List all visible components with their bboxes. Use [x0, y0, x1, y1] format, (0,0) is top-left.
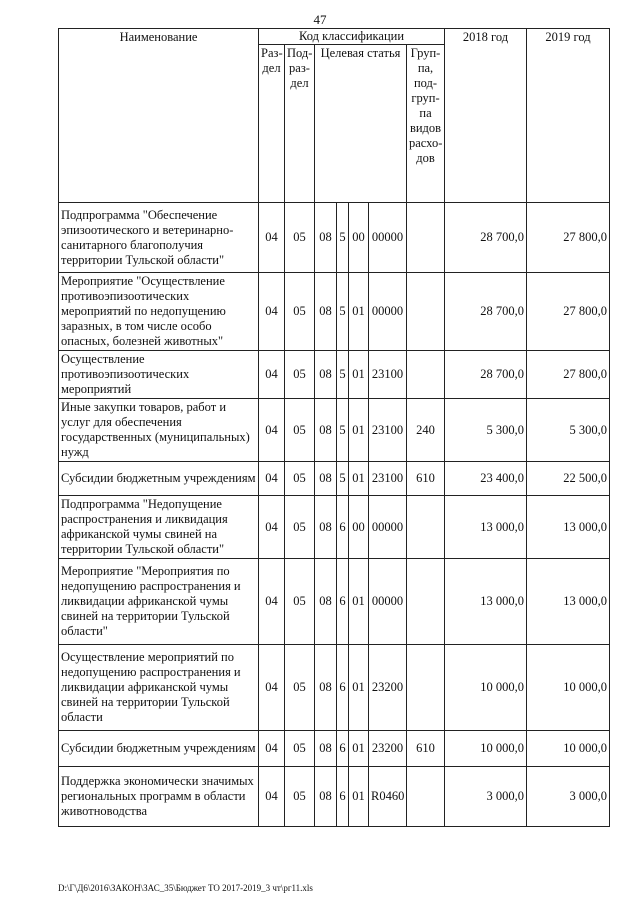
row-target-program: 08 — [315, 203, 337, 273]
row-target-event: 01 — [349, 559, 369, 645]
row-target-program: 08 — [315, 351, 337, 399]
row-amount-2019: 10 000,0 — [527, 645, 610, 731]
row-target-program: 08 — [315, 731, 337, 767]
row-expense-group: 240 — [407, 399, 445, 462]
row-section: 04 — [259, 767, 285, 827]
row-target-program: 08 — [315, 559, 337, 645]
table-body — [59, 203, 610, 827]
row-target-event: 01 — [349, 399, 369, 462]
row-target-direction: 00000 — [369, 496, 407, 559]
row-target-program: 08 — [315, 767, 337, 827]
table-row — [59, 559, 610, 645]
row-expense-group — [407, 273, 445, 351]
row-name: Подпрограмма "Обеспечение эпизоотического и ветеринарно-санитарного благополучия территории Тульской области" — [59, 203, 259, 273]
file-path-footer: D:\Г\Д6\2016\ЗАКОН\ЗАС_35\Бюджет ТО 2017-2019_3 чт\рг11.xls — [58, 883, 313, 893]
row-target-subprogram: 6 — [337, 559, 349, 645]
table-row — [59, 767, 610, 827]
row-target-event: 01 — [349, 351, 369, 399]
row-amount-2018: 10 000,0 — [445, 645, 527, 731]
table-row — [59, 351, 610, 399]
row-section: 04 — [259, 731, 285, 767]
table-header — [59, 29, 610, 203]
row-section: 04 — [259, 496, 285, 559]
row-amount-2018: 23 400,0 — [445, 462, 527, 496]
header-subsection: Под- раз- дел — [285, 45, 315, 203]
header-2018: 2018 год — [445, 29, 527, 203]
row-target-event: 01 — [349, 731, 369, 767]
row-target-event: 00 — [349, 203, 369, 273]
row-section: 04 — [259, 351, 285, 399]
table-row — [59, 462, 610, 496]
row-expense-group — [407, 767, 445, 827]
row-amount-2019: 22 500,0 — [527, 462, 610, 496]
row-amount-2019: 10 000,0 — [527, 731, 610, 767]
row-target-direction: 23200 — [369, 645, 407, 731]
row-amount-2018: 28 700,0 — [445, 351, 527, 399]
table-row — [59, 731, 610, 767]
row-expense-group — [407, 559, 445, 645]
row-amount-2019: 27 800,0 — [527, 351, 610, 399]
table-row — [59, 273, 610, 351]
row-section: 04 — [259, 559, 285, 645]
header-target-article: Целевая статья — [315, 45, 407, 203]
row-section: 04 — [259, 203, 285, 273]
row-name: Осуществление мероприятий по недопущению распространения и ликвидации африканской чумы свиней на территории Тульской области — [59, 645, 259, 731]
row-section: 04 — [259, 645, 285, 731]
row-target-program: 08 — [315, 496, 337, 559]
page-number: 47 — [313, 12, 327, 27]
row-target-direction: R0460 — [369, 767, 407, 827]
row-target-subprogram: 6 — [337, 645, 349, 731]
row-target-program: 08 — [315, 462, 337, 496]
row-subsection: 05 — [285, 645, 315, 731]
row-target-direction: 23100 — [369, 399, 407, 462]
row-subsection: 05 — [285, 496, 315, 559]
header-expense-group: Груп- па, под- груп- па видов расхо- дов — [407, 45, 445, 203]
row-target-direction: 23100 — [369, 462, 407, 496]
row-name: Мероприятие "Мероприятия по недопущению распространения и ликвидации африканской чумы свиней на территории Тульской области" — [59, 559, 259, 645]
row-amount-2018: 13 000,0 — [445, 559, 527, 645]
table-row — [59, 399, 610, 462]
row-name: Субсидии бюджетным учреждениям — [59, 731, 259, 767]
row-name: Мероприятие "Осуществление противоэпизоотических мероприятий по недопущению заразных, в том числе особо опасных, болезней животных" — [59, 273, 259, 351]
row-target-direction: 00000 — [369, 559, 407, 645]
table-row — [59, 496, 610, 559]
row-target-event: 01 — [349, 273, 369, 351]
header-code-group: Код классификации — [259, 29, 445, 45]
row-target-direction: 00000 — [369, 273, 407, 351]
row-target-event: 01 — [349, 462, 369, 496]
row-section: 04 — [259, 462, 285, 496]
row-target-subprogram: 5 — [337, 399, 349, 462]
row-name: Подпрограмма "Недопущение распространения и ликвидация африканской чумы свиней на территории Тульской области" — [59, 496, 259, 559]
table-row — [59, 645, 610, 731]
header-2019: 2019 год — [527, 29, 610, 203]
row-expense-group — [407, 203, 445, 273]
row-section: 04 — [259, 273, 285, 351]
row-amount-2019: 27 800,0 — [527, 273, 610, 351]
row-subsection: 05 — [285, 767, 315, 827]
row-target-program: 08 — [315, 273, 337, 351]
row-target-subprogram: 6 — [337, 767, 349, 827]
row-name: Поддержка экономически значимых региональных программ в области животноводства — [59, 767, 259, 827]
row-amount-2018: 28 700,0 — [445, 203, 527, 273]
row-target-event: 01 — [349, 767, 369, 827]
row-target-direction: 23100 — [369, 351, 407, 399]
row-target-subprogram: 5 — [337, 351, 349, 399]
row-amount-2019: 27 800,0 — [527, 203, 610, 273]
row-amount-2018: 13 000,0 — [445, 496, 527, 559]
table-row — [59, 203, 610, 273]
row-amount-2018: 10 000,0 — [445, 731, 527, 767]
row-target-subprogram: 5 — [337, 273, 349, 351]
row-target-program: 08 — [315, 399, 337, 462]
row-section: 04 — [259, 399, 285, 462]
row-target-event: 01 — [349, 645, 369, 731]
row-name: Субсидии бюджетным учреждениям — [59, 462, 259, 496]
budget-table — [58, 28, 610, 827]
header-section: Раз- дел — [259, 45, 285, 203]
row-amount-2018: 5 300,0 — [445, 399, 527, 462]
row-target-subprogram: 5 — [337, 462, 349, 496]
row-expense-group — [407, 645, 445, 731]
row-amount-2019: 5 300,0 — [527, 399, 610, 462]
row-subsection: 05 — [285, 273, 315, 351]
row-expense-group — [407, 351, 445, 399]
row-subsection: 05 — [285, 351, 315, 399]
row-target-program: 08 — [315, 645, 337, 731]
row-expense-group: 610 — [407, 731, 445, 767]
row-subsection: 05 — [285, 462, 315, 496]
row-subsection: 05 — [285, 559, 315, 645]
row-subsection: 05 — [285, 399, 315, 462]
row-amount-2019: 13 000,0 — [527, 496, 610, 559]
row-amount-2019: 3 000,0 — [527, 767, 610, 827]
row-expense-group: 610 — [407, 462, 445, 496]
row-expense-group — [407, 496, 445, 559]
row-subsection: 05 — [285, 203, 315, 273]
row-name: Осуществление противоэпизоотических мероприятий — [59, 351, 259, 399]
row-amount-2018: 28 700,0 — [445, 273, 527, 351]
row-name: Иные закупки товаров, работ и услуг для обеспечения государственных (муниципальных) нужд — [59, 399, 259, 462]
row-target-direction: 23200 — [369, 731, 407, 767]
row-amount-2019: 13 000,0 — [527, 559, 610, 645]
row-subsection: 05 — [285, 731, 315, 767]
row-amount-2018: 3 000,0 — [445, 767, 527, 827]
row-target-subprogram: 5 — [337, 203, 349, 273]
header-name: Наименование — [59, 29, 259, 203]
row-target-subprogram: 6 — [337, 731, 349, 767]
row-target-subprogram: 6 — [337, 496, 349, 559]
row-target-direction: 00000 — [369, 203, 407, 273]
row-target-event: 00 — [349, 496, 369, 559]
